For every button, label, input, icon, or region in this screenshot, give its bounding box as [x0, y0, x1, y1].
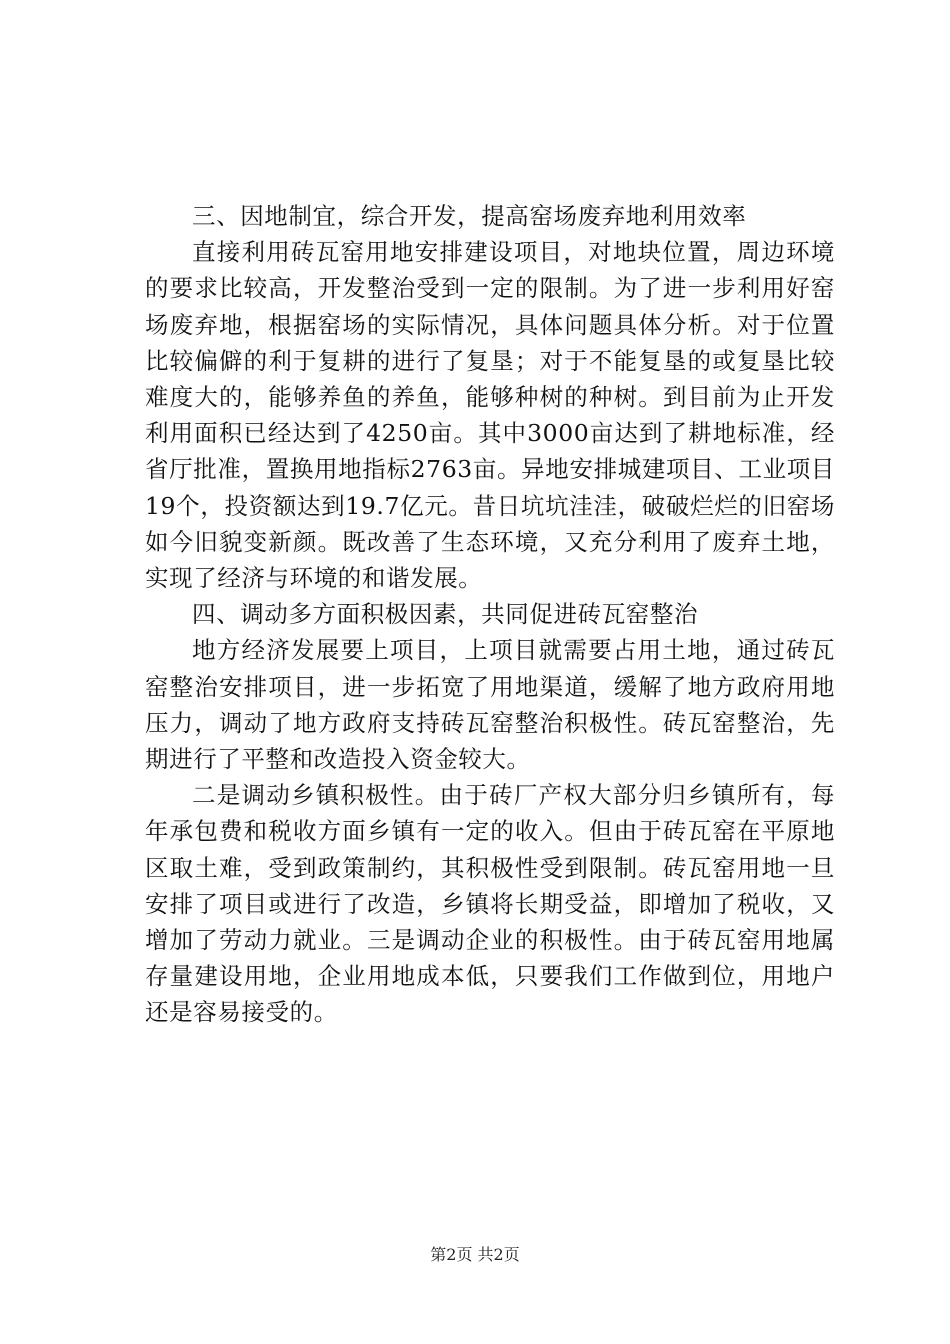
body-paragraph: 直接利用砖瓦窑用地安排建设项目，对地块位置，周边环境的要求比较高，开发整治受到一定的限制。为了进一步利用好窑场废弃地，根据窑场的实际情况，具体问题具体分析。对于位置比较偏僻的利于复耕的进行了复垦；对于不能复垦的或复垦比较难度大的，能够养鱼的养鱼，能够种树的种树。到目前为止开发利用面积已经达到了4250亩。其中3000亩达到了耕地标准，经省厅批准，置换用地指标2763亩。异地安排城建项目、工业项目19个，投资额达到19.7亿元。昔日坑坑洼洼，破破烂烂的旧窑场如今旧貌变新颜。既改善了生态环境，又充分利用了废弃土地，实现了经济与环境的和谐发展。 [145, 238, 835, 593]
document-body [145, 198, 835, 1031]
body-paragraph: 地方经济发展要上项目，上项目就需要占用土地，通过砖瓦窑整治安排项目，进一步拓宽了用地渠道，缓解了地方政府用地压力，调动了地方政府支持砖瓦窑整治积极性。砖瓦窑整治，先期进行了平整和改造投入资金较大。 [145, 636, 835, 774]
page-number: 第2页 [430, 1245, 473, 1264]
section-heading: 三、因地制宜，综合开发，提高窑场废弃地利用效率 [192, 202, 747, 230]
page-total: 共2页 [477, 1245, 520, 1264]
page-footer [0, 1245, 950, 1265]
body-paragraph: 二是调动乡镇积极性。由于砖厂产权大部分归乡镇所有，每年承包费和税收方面乡镇有一定的收入。但由于砖瓦窑在平原地区取土难，受到政策制约，其积极性受到限制。砖瓦窑用地一旦安排了项目或进行了改造，乡镇将长期受益，即增加了税收，又增加了劳动力就业。三是调动企业的积极性。由于砖瓦窑用地属存量建设用地，企业用地成本低，只要我们工作做到位，用地户还是容易接受的。 [145, 781, 835, 1027]
section-heading: 四、调动多方面积极因素，共同促进砖瓦窑整治 [192, 600, 699, 629]
